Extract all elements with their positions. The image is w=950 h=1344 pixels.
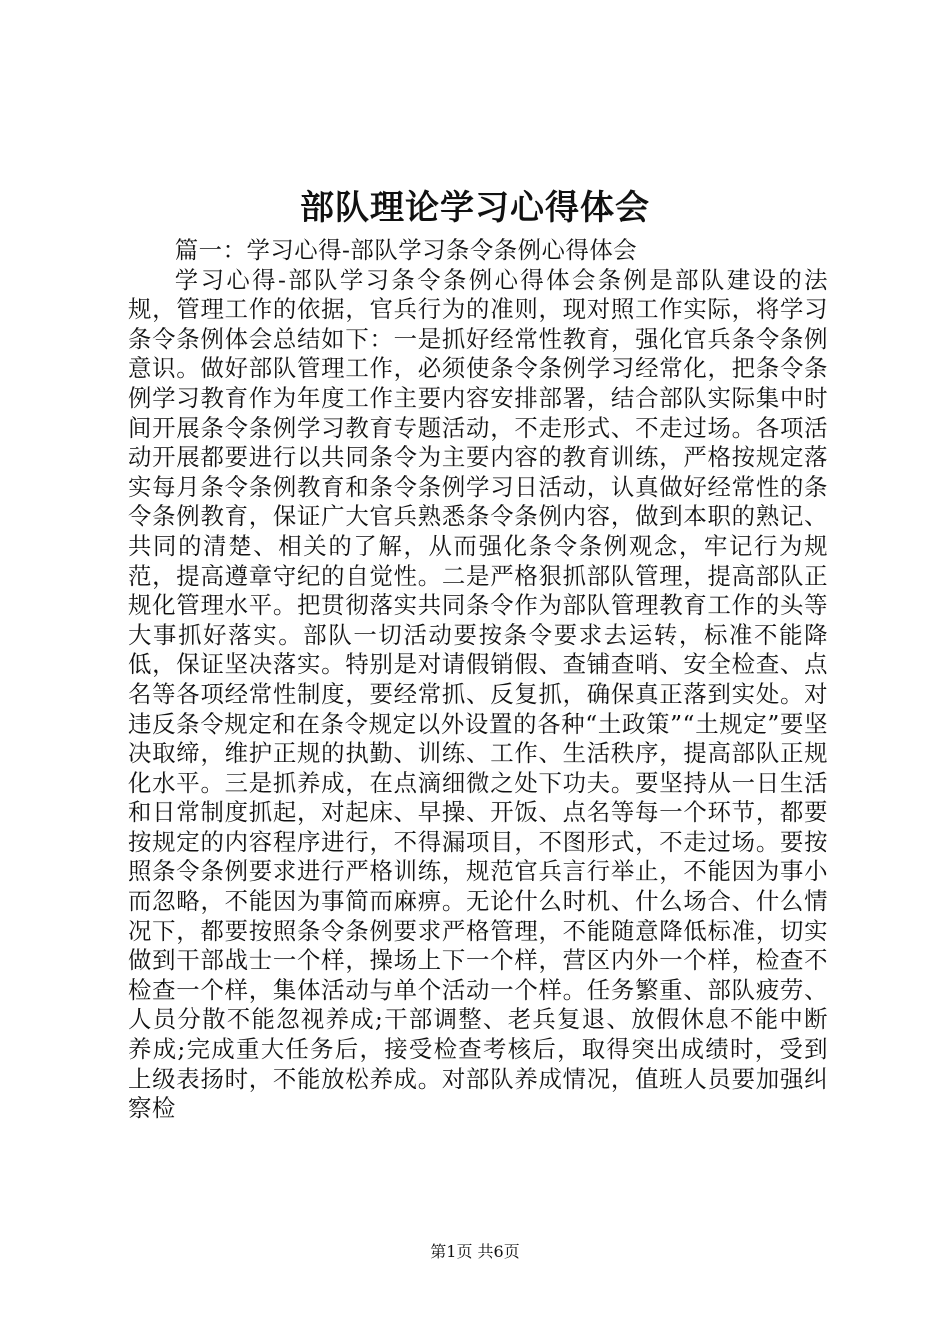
document-title: 部队理论学习心得体会 xyxy=(300,188,650,228)
section-heading: 篇一：学习心得-部队学习条令条例心得体会 xyxy=(174,236,638,264)
page-footer: 第1页 共6页 xyxy=(430,1242,520,1261)
document-body xyxy=(128,236,828,1124)
body-paragraph: 学习心得-部队学习条令条例心得体会条例是部队建设的法规，管理工作的依据，官兵行为的准则，现对照工作实际，将学习条令条例体会总结如下：一是抓好经常性教育，强化官兵条令条例意识。做好部队管理工作，必须使条令条例学习经常化，把条令条例学习教育作为年度工作主要内容安排部署，结合部队实际集中时间开展条令条例学习教育专题活动，不走形式、不走过场。各项活动开展都要进行以共同条令为主要内容的教育训练，严格按规定落实每月条令条例教育和条令条例学习日活动，认真做好经常性的条令条例教育，保证广大官兵熟悉条令条例内容，做到本职的熟记、共同的清楚、相关的了解，从而强化条令条例观念，牢记行为规范，提高遵章守纪的自觉性。二是严格狠抓部队管理，提高部队正规化管理水平。把贯彻落实共同条令作为部队管理教育工作的头等大事抓好落实。部队一切活动要按条令要求去运转，标准不能降低，保证坚决落实。特别是对请假销假、查铺查哨、安全检查、点名等各项经常性制度，要经常抓、反复抓，确保真正落到实处。对违反条令规定和在条令规定以外设置的各种“土政策”“土规定”要坚决取缔，维护正规的执勤、训练、工作、生活秩序，提高部队正规化水平。三是抓养成，在点滴细微之处下功夫。要坚持从一日生活和日常制度抓起，对起床、早操、开饭、点名等每一个环节，都要按规定的内容程序进行，不得漏项目，不图形式，不走过场。要按照条令条例要求进行严格训练，规范官兵言行举止，不能因为事小而忽略，不能因为事简而麻痹。无论什么时机、什么场合、什么情况下，都要按照条令条例要求严格管理，不能随意降低标准，切实做到干部战士一个样，操场上下一个样，营区内外一个样，检查不检查一个样，集体活动与单个活动一个样。任务繁重、部队疲劳、人员分散不能忽视养成;干部调整、老兵复退、放假休息不能中断养成;完成重大任务后，接受检查考核后，取得突出成绩时，受到上级表扬时，不能放松养成。对部队养成情况，值班人员要加强纠察检 xyxy=(128,265,828,1123)
